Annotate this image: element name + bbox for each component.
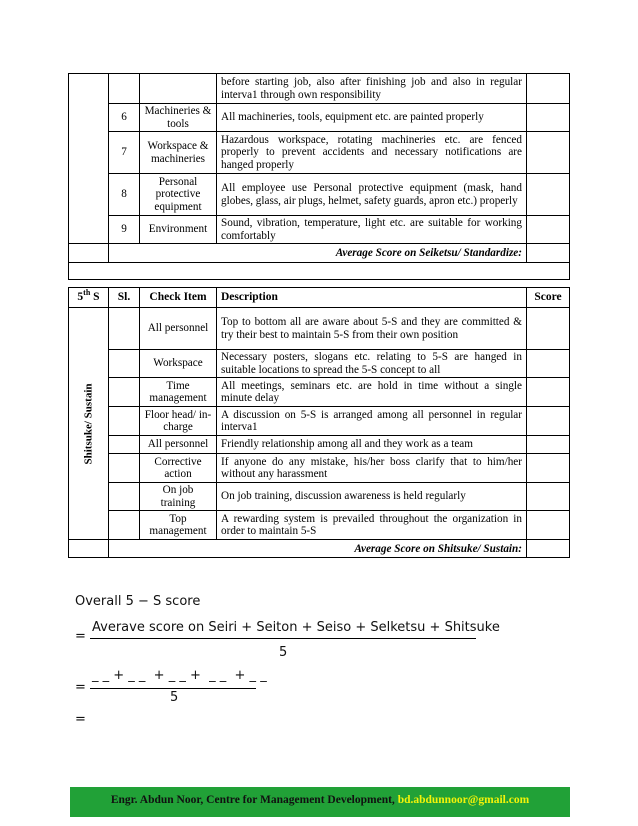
serial-cell: 9 [109, 216, 140, 244]
header-row [69, 288, 570, 308]
average-score-cell [527, 540, 570, 558]
check-item-cell: Workspace & machineries [140, 132, 217, 174]
score-cell [527, 378, 570, 407]
header-score: Score [527, 288, 570, 308]
check-item-cell: Floor head/ in-charge [140, 407, 217, 436]
score-cell [527, 483, 570, 511]
description-cell: If anyone do any mistake, his/her boss clarify that to him/her without any harassment [217, 454, 527, 483]
average-row [69, 540, 570, 558]
score-cell [527, 350, 570, 378]
table-row [69, 454, 570, 483]
score-cell [527, 104, 570, 132]
seiketsu-table [68, 73, 570, 280]
table-row [69, 483, 570, 511]
equals-sign: = [75, 629, 86, 644]
fraction-bar [90, 638, 476, 639]
description-cell: Top to bottom all are aware about 5-S and they are committed & try their best to maintain 5-S from their own position [217, 308, 527, 350]
serial-cell: 8 [109, 174, 140, 216]
check-item-cell: Personal protective equipment [140, 174, 217, 216]
shitsuke-table [68, 287, 570, 558]
check-item-cell: Machineries & tools [140, 104, 217, 132]
check-item-cell: On job training [140, 483, 217, 511]
serial-cell: 6 [109, 104, 140, 132]
score-cell [527, 407, 570, 436]
description-cell: A rewarding system is prevailed throughout the organization in order to maintain 5-S [217, 511, 527, 540]
check-item-cell: Top management [140, 511, 217, 540]
description-cell: Hazardous workspace, rotating machineries etc. are fenced properly to prevent accidents and necessary notifications are hanged properly [217, 132, 527, 174]
table-row [69, 216, 570, 244]
equals-sign: = [75, 680, 86, 695]
description-cell: before starting job, also after finishing job and also in regular interva1 through own responsibility [217, 74, 527, 104]
score-cell [527, 454, 570, 483]
description-cell: A discussion on 5-S is arranged among all personnel in regular interva1 [217, 407, 527, 436]
description-cell: Necessary posters, slogans etc. relating to 5-S are hanged in suitable locations to spread the 5-S concept to all [217, 350, 527, 378]
table-row [69, 104, 570, 132]
formula-title: Overall 5 − S score [75, 594, 201, 609]
score-cell [527, 74, 570, 104]
table-row [69, 308, 570, 350]
score-cell [527, 216, 570, 244]
footer-bar [70, 787, 570, 817]
formula-blanks: _ _ + _ _ + _ _ + _ _ + _ _ [92, 668, 267, 683]
table-row [69, 378, 570, 407]
table-row [69, 174, 570, 216]
header-check-item: Check Item [140, 288, 217, 308]
footer-email: bd.abdunnoor@gmail.com [397, 794, 530, 806]
footer-text: Engr. Abdun Noor, Centre for Management Development, bd.abdunnoor@gmail.com [110, 794, 530, 806]
average-row [69, 244, 570, 263]
table-row [69, 407, 570, 436]
description-cell: Sound, vibration, temperature, light etc. are suitable for working comfortably [217, 216, 527, 244]
equals-sign: = [75, 712, 86, 727]
table-row [69, 436, 570, 454]
table-row [69, 511, 570, 540]
check-item-cell: Environment [140, 216, 217, 244]
shitsuke-side-label: Shitsuke/ Sustain [69, 308, 109, 540]
score-cell [527, 174, 570, 216]
fraction-bar [90, 688, 256, 689]
header-sl: Sl. [109, 288, 140, 308]
score-cell [527, 511, 570, 540]
check-item-cell: All personnel [140, 436, 217, 454]
formula-denominator: 5 [170, 690, 179, 705]
check-item-cell: Workspace [140, 350, 217, 378]
description-cell: All employee use Personal protective equipment (mask, hand globes, glass, air plugs, helmet, safety guards, apron etc.) properly [217, 174, 527, 216]
description-cell: Friendly relationship among all and they work as a team [217, 436, 527, 454]
formula-denominator: 5 [279, 645, 288, 660]
header-5s: 5th S [69, 288, 109, 308]
description-cell: All machineries, tools, equipment etc. are painted properly [217, 104, 527, 132]
check-item-cell: Time management [140, 378, 217, 407]
serial-cell: 7 [109, 132, 140, 174]
spacer-row [69, 263, 570, 280]
table-row [69, 350, 570, 378]
description-cell: All meetings, seminars etc. are hold in time without a single minute delay [217, 378, 527, 407]
score-cell [527, 132, 570, 174]
average-score-label: Average Score on Shitsuke/ Sustain: [109, 540, 527, 558]
check-item-cell: Corrective action [140, 454, 217, 483]
score-cell [527, 436, 570, 454]
average-score-label: Average Score on Seiketsu/ Standardize: [109, 244, 527, 263]
average-score-cell [527, 244, 570, 263]
score-cell [527, 308, 570, 350]
description-cell: On job training, discussion awareness is held regularly [217, 483, 527, 511]
table-row [69, 132, 570, 174]
formula-numerator: Averave score on Seiri + Seiton + Seiso + Selketsu + Shitsuke [92, 620, 500, 635]
table-row [69, 74, 570, 104]
header-description: Description [217, 288, 527, 308]
check-item-cell: All personnel [140, 308, 217, 350]
